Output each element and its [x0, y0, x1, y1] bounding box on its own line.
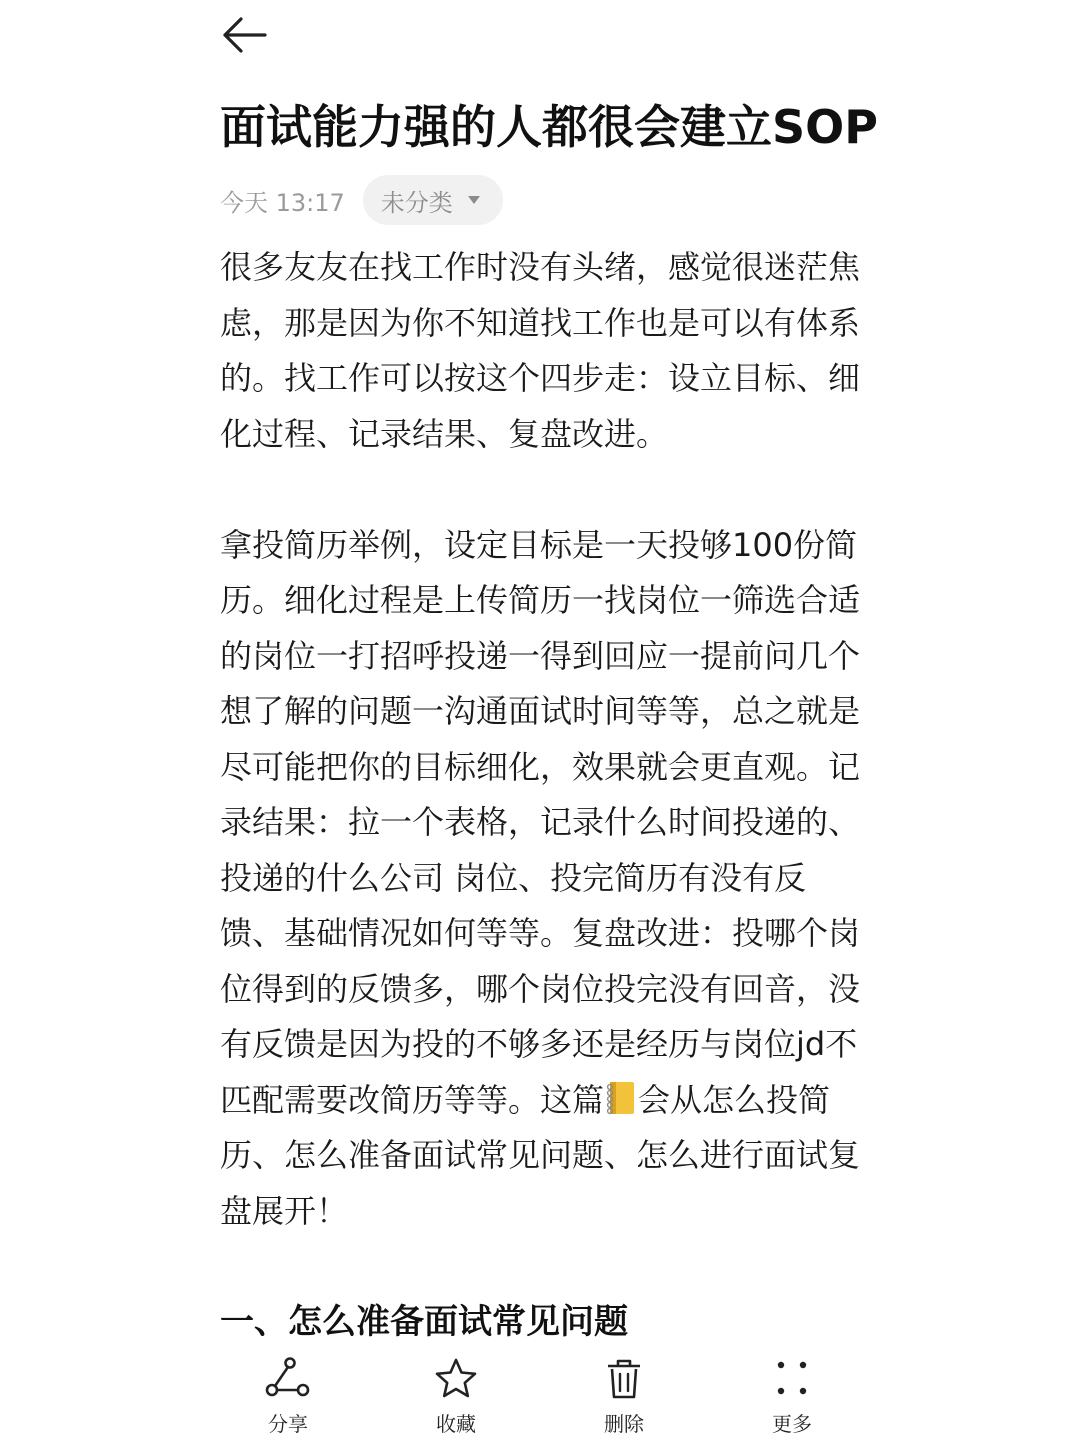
share-icon: [262, 1356, 314, 1402]
note-meta: [220, 174, 503, 226]
note-timestamp: 今天 13:17: [220, 188, 345, 217]
category-label: 未分类: [380, 188, 453, 217]
share-button[interactable]: [228, 1356, 348, 1440]
more-button[interactable]: [732, 1356, 852, 1440]
bottom-action-bar: [0, 1340, 1080, 1440]
note-body[interactable]: [220, 240, 860, 1239]
arrow-left-icon: [221, 15, 267, 55]
more-dots-icon: [766, 1356, 818, 1402]
favorite-label: 收藏: [436, 1412, 476, 1436]
paragraph-spacer: [220, 462, 860, 518]
delete-label: 删除: [604, 1412, 644, 1436]
star-icon: [430, 1356, 482, 1402]
caret-down-icon: [467, 195, 481, 205]
notebook-emoji-icon: [606, 1077, 636, 1111]
paragraph-intro: 很多友友在找工作时没有头绪，感觉很迷茫焦虑，那是因为你不知道找工作也是可以有体系的。找工作可以按这个四步走：设立目标、细化过程、记录结果、复盘改进。: [220, 248, 861, 453]
back-button[interactable]: [218, 12, 270, 58]
share-label: 分享: [268, 1412, 308, 1436]
paragraph-text: 拿投简历举例，设定目标是一天投够100份简历。细化过程是上传简历一找岗位一筛选合适的岗位一打招呼投递一得到回应一提前问几个想了解的问题一沟通面试时间等等，总之就是尽可能把你的目标细化，效果就会更直观。记录结果：拉一个表格，记录什么时间投递的、投递的什么公司 岗位、投完简历有没有反馈、基础情况如何等等。复盘改进：投哪个岗位得到的反馈多，哪个岗位投完没有回音，没有反馈是因为投的不够多还是经历与岗位jd不匹配需要改简历等等。这篇: [220, 525, 861, 1119]
paragraph-text-continued: 会从怎么投简历、怎么准备面试常见问题、怎么进行面试复盘展开！: [220, 1080, 861, 1230]
trash-icon: [598, 1356, 650, 1402]
section-heading: 一、怎么准备面试常见问题: [220, 1302, 628, 1340]
delete-button[interactable]: [564, 1356, 684, 1440]
more-label: 更多: [772, 1412, 812, 1436]
note-title[interactable]: 面试能力强的人都很会建立SOP: [220, 100, 878, 154]
paragraph-resume-example: [220, 518, 860, 1240]
favorite-button[interactable]: [396, 1356, 516, 1440]
category-dropdown[interactable]: [363, 175, 503, 225]
